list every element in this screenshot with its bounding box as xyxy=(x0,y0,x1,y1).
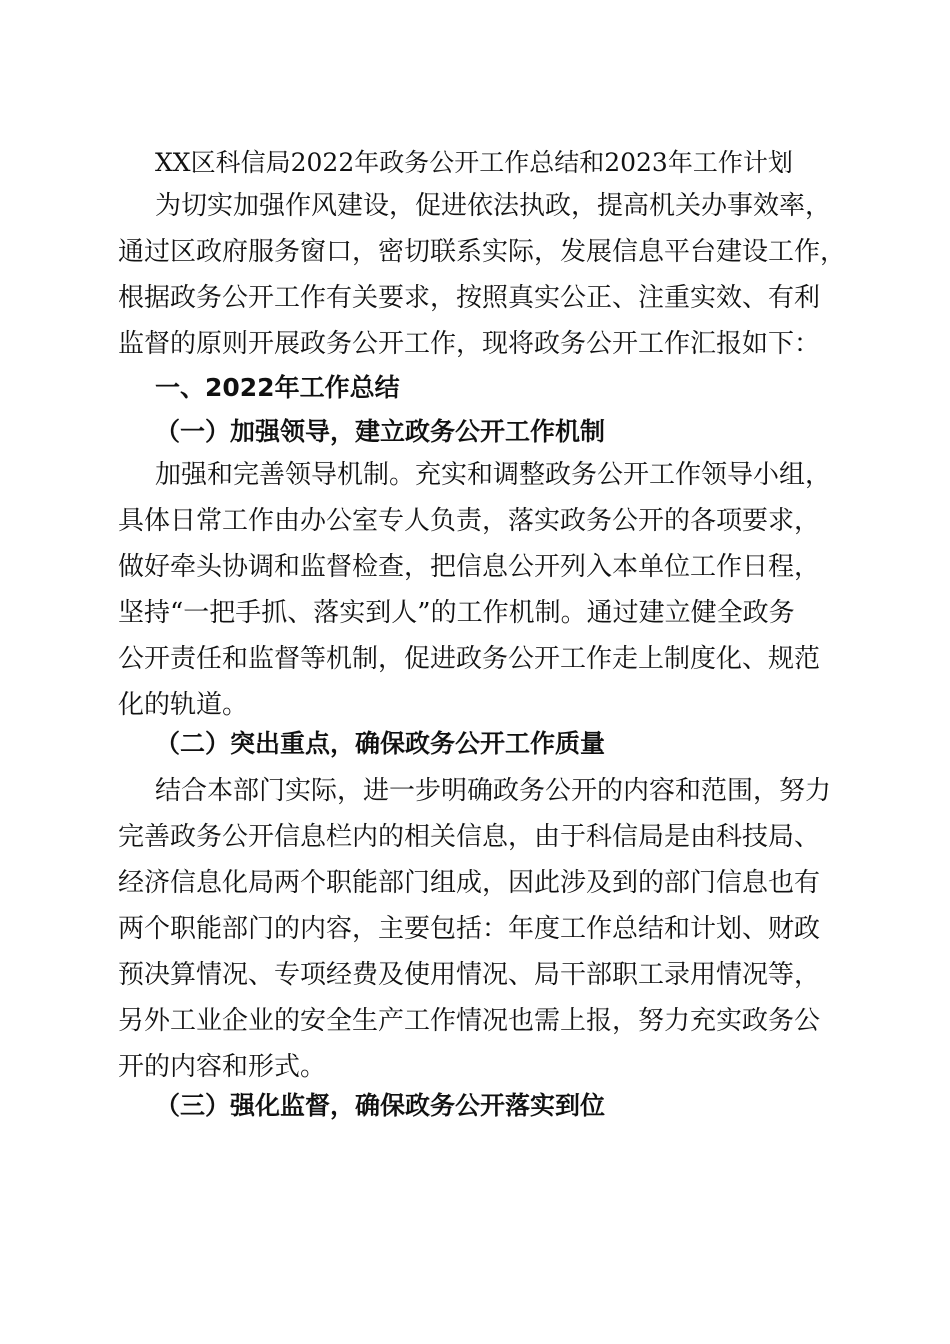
sub1-body-line-5: 公开责任和监督等机制，促进政务公开工作走上制度化、规范 xyxy=(118,644,821,674)
subsection-heading-1: （一）加强领导，建立政务公开工作机制 xyxy=(155,417,606,446)
sub1-body-line-6: 化的轨道。 xyxy=(118,690,249,720)
subsection-heading-3: （三）强化监督，确保政务公开落实到位 xyxy=(155,1091,606,1120)
intro-line-4: 监督的原则开展政务公开工作，现将政务公开工作汇报如下： xyxy=(118,329,821,359)
intro-line-1: 为切实加强作风建设，促进依法执政，提高机关办事效率， xyxy=(155,191,832,221)
sub1-body-line-1: 加强和完善领导机制。充实和调整政务公开工作领导小组， xyxy=(155,460,832,490)
section-heading-1: 一、2022年工作总结 xyxy=(155,373,400,402)
document-title: XX区科信局2022年政务公开工作总结和2023年工作计划 xyxy=(155,148,793,177)
sub1-body-line-3: 做好牵头协调和监督检查，把信息公开列入本单位工作日程， xyxy=(118,552,821,582)
subsection-heading-2: （二）突出重点，确保政务公开工作质量 xyxy=(155,729,606,758)
sub2-body-line-2: 完善政务公开信息栏内的相关信息，由于科信局是由科技局、 xyxy=(118,822,821,852)
intro-line-3: 根据政务公开工作有关要求，按照真实公正、注重实效、有利 xyxy=(118,283,821,313)
sub2-body-line-1: 结合本部门实际，进一步明确政务公开的内容和范围，努力 xyxy=(155,776,832,806)
sub2-body-line-3: 经济信息化局两个职能部门组成，因此涉及到的部门信息也有 xyxy=(118,868,821,898)
sub1-body-line-2: 具体日常工作由办公室专人负责，落实政务公开的各项要求， xyxy=(118,506,821,536)
sub2-body-line-5: 预决算情况、专项经费及使用情况、局干部职工录用情况等， xyxy=(118,960,821,990)
intro-line-2: 通过区政府服务窗口，密切联系实际，发展信息平台建设工作， xyxy=(118,237,847,267)
sub2-body-line-4: 两个职能部门的内容，主要包括：年度工作总结和计划、财政 xyxy=(118,914,821,944)
sub2-body-line-6: 另外工业企业的安全生产工作情况也需上报，努力充实政务公 xyxy=(118,1006,821,1036)
sub2-body-line-7: 开的内容和形式。 xyxy=(118,1052,327,1082)
sub1-body-line-4: 坚持“一把手抓、落实到人”的工作机制。通过建立健全政务 xyxy=(118,598,795,628)
